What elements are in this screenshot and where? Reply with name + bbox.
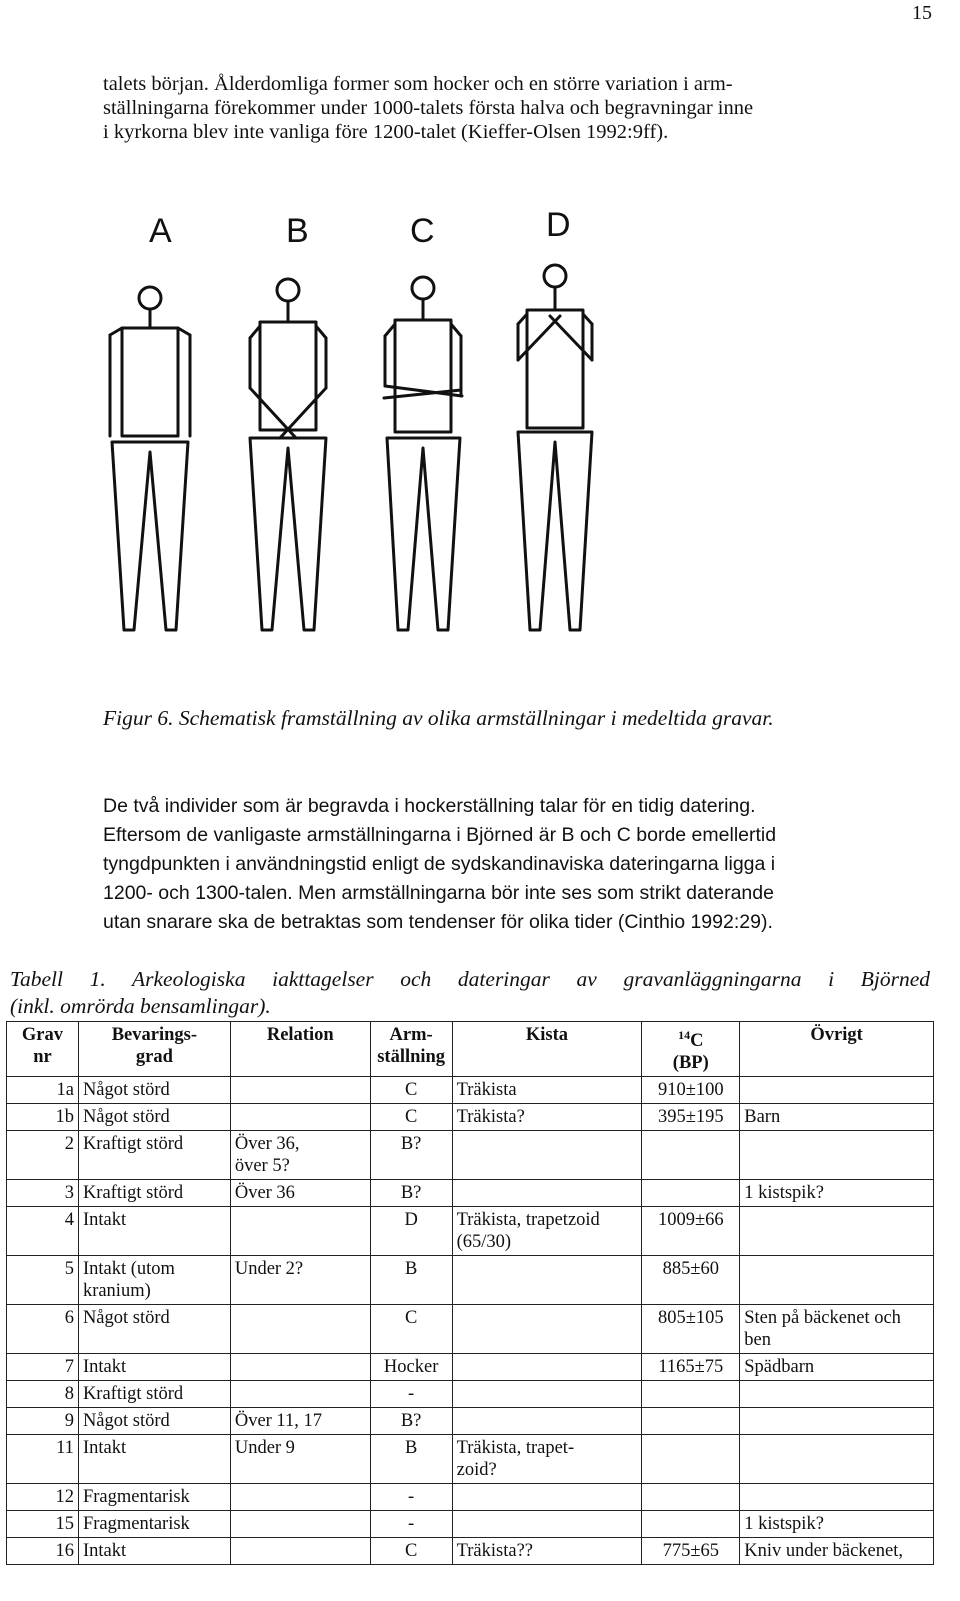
table-row: [7, 1484, 934, 1511]
cell-armstallning: D: [370, 1207, 452, 1256]
cell-relation: [230, 1484, 370, 1511]
cell-ovrigt: [740, 1484, 934, 1511]
cell-bevaringsgrad: Intakt: [78, 1435, 230, 1484]
cell-c14: [642, 1180, 740, 1207]
cell-bevaringsgrad: Något störd: [78, 1305, 230, 1354]
cell-c14: 805±105: [642, 1305, 740, 1354]
cell-relation: Över 36: [230, 1180, 370, 1207]
cell-c14: 775±65: [642, 1538, 740, 1565]
table-row: [7, 1538, 934, 1565]
cell-armstallning: C: [370, 1305, 452, 1354]
cell-c14: [642, 1381, 740, 1408]
page-number: 15: [912, 2, 932, 24]
table-row: [7, 1511, 934, 1538]
cell-ovrigt: Sten på bäckenet och ben: [740, 1305, 934, 1354]
cell-armstallning: B: [370, 1256, 452, 1305]
cell-grav-nr: 5: [7, 1256, 79, 1305]
cell-relation: Över 36, över 5?: [230, 1131, 370, 1180]
table-header-row: [7, 1022, 934, 1077]
cell-relation: Under 9: [230, 1435, 370, 1484]
text-line: De två individer som är begravda i hockerställning talar för en tidig datering.: [103, 795, 756, 817]
cell-kista: Träkista, trapetzoid (65/30): [452, 1207, 642, 1256]
cell-bevaringsgrad: Något störd: [78, 1408, 230, 1435]
table-row: [7, 1408, 934, 1435]
cell-ovrigt: 1 kistspik?: [740, 1511, 934, 1538]
cell-bevaringsgrad: Intakt (utom kranium): [78, 1256, 230, 1305]
cell-kista: [452, 1484, 642, 1511]
cell-ovrigt: [740, 1381, 934, 1408]
cell-bevaringsgrad: Kraftigt störd: [78, 1180, 230, 1207]
cell-relation: [230, 1381, 370, 1408]
cell-relation: [230, 1354, 370, 1381]
cell-c14: [642, 1131, 740, 1180]
cell-grav-nr: 1b: [7, 1104, 79, 1131]
cell-grav-nr: 11: [7, 1435, 79, 1484]
cell-relation: [230, 1538, 370, 1565]
cell-armstallning: B?: [370, 1408, 452, 1435]
skeleton-figure-b: [250, 212, 326, 630]
header-armstallning: Arm- ställning: [370, 1022, 452, 1077]
cell-c14: 1009±66: [642, 1207, 740, 1256]
cell-grav-nr: 1a: [7, 1077, 79, 1104]
cell-ovrigt: [740, 1256, 934, 1305]
skeleton-figure-c: [384, 212, 462, 630]
paragraph-discussion: [103, 792, 938, 937]
table-row: [7, 1354, 934, 1381]
cell-bevaringsgrad: Något störd: [78, 1104, 230, 1131]
cell-kista: [452, 1180, 642, 1207]
table-row: [7, 1180, 934, 1207]
cell-bevaringsgrad: Kraftigt störd: [78, 1131, 230, 1180]
cell-c14: 1165±75: [642, 1354, 740, 1381]
cell-armstallning: C: [370, 1538, 452, 1565]
cell-kista: [452, 1408, 642, 1435]
cell-armstallning: Hocker: [370, 1354, 452, 1381]
header-grav-nr: Grav nr: [7, 1022, 79, 1077]
text-line: ställningarna förekommer under 1000-talets första halva och begravningar inne: [103, 97, 754, 119]
cell-ovrigt: [740, 1131, 934, 1180]
cell-ovrigt: [740, 1207, 934, 1256]
text-line: i kyrkorna blev inte vanliga före 1200-talet (Kieffer-Olsen 1992:9ff).: [103, 121, 669, 143]
cell-bevaringsgrad: Fragmentarisk: [78, 1484, 230, 1511]
figure-caption: Figur 6. Schematisk framställning av olika armställningar i medeltida gravar.: [103, 706, 774, 730]
cell-kista: [452, 1381, 642, 1408]
cell-grav-nr: 15: [7, 1511, 79, 1538]
cell-relation: [230, 1305, 370, 1354]
header-bevaringsgrad: Bevarings- grad: [78, 1022, 230, 1077]
table-row: [7, 1256, 934, 1305]
figure-label-d: D: [546, 206, 571, 244]
table-caption: [10, 966, 930, 1020]
cell-kista: [452, 1354, 642, 1381]
skeleton-figure-a: [110, 212, 190, 630]
cell-armstallning: C: [370, 1104, 452, 1131]
cell-kista: [452, 1131, 642, 1180]
cell-relation: [230, 1104, 370, 1131]
figure-label-a: A: [149, 212, 172, 250]
cell-c14: 395±195: [642, 1104, 740, 1131]
cell-kista: [452, 1305, 642, 1354]
cell-c14: [642, 1435, 740, 1484]
cell-bevaringsgrad: Något störd: [78, 1077, 230, 1104]
cell-armstallning: B?: [370, 1131, 452, 1180]
cell-bevaringsgrad: Intakt: [78, 1207, 230, 1256]
header-kista: Kista: [452, 1022, 642, 1077]
cell-kista: Träkista??: [452, 1538, 642, 1565]
cell-armstallning: B?: [370, 1180, 452, 1207]
cell-bevaringsgrad: Kraftigt störd: [78, 1381, 230, 1408]
cell-relation: [230, 1511, 370, 1538]
cell-ovrigt: Spädbarn: [740, 1354, 934, 1381]
header-ovrigt: Övrigt: [740, 1022, 934, 1077]
cell-ovrigt: [740, 1435, 934, 1484]
text-line: 1200- och 1300-talen. Men armställningarna bör inte ses som strikt daterande: [103, 882, 774, 904]
cell-grav-nr: 12: [7, 1484, 79, 1511]
cell-bevaringsgrad: Fragmentarisk: [78, 1511, 230, 1538]
cell-ovrigt: Kniv under bäckenet,: [740, 1538, 934, 1565]
cell-ovrigt: Barn: [740, 1104, 934, 1131]
cell-kista: Träkista: [452, 1077, 642, 1104]
cell-ovrigt: [740, 1408, 934, 1435]
cell-armstallning: B: [370, 1435, 452, 1484]
header-c14: $^{14}$C (BP): [642, 1022, 740, 1077]
table-caption-line: (inkl. omrörda bensamlingar).: [10, 994, 271, 1018]
cell-c14: [642, 1511, 740, 1538]
cell-ovrigt: [740, 1077, 934, 1104]
cell-grav-nr: 8: [7, 1381, 79, 1408]
cell-grav-nr: 4: [7, 1207, 79, 1256]
cell-c14: [642, 1484, 740, 1511]
cell-armstallning: -: [370, 1511, 452, 1538]
cell-c14: 910±100: [642, 1077, 740, 1104]
cell-kista: [452, 1256, 642, 1305]
cell-relation: [230, 1207, 370, 1256]
cell-kista: [452, 1511, 642, 1538]
cell-relation: [230, 1077, 370, 1104]
cell-grav-nr: 16: [7, 1538, 79, 1565]
table-row: [7, 1077, 934, 1104]
cell-grav-nr: 3: [7, 1180, 79, 1207]
skeleton-figure-d: [518, 206, 592, 630]
cell-bevaringsgrad: Intakt: [78, 1354, 230, 1381]
cell-kista: Träkista?: [452, 1104, 642, 1131]
cell-relation: Under 2?: [230, 1256, 370, 1305]
table-row: [7, 1381, 934, 1408]
paragraph-intro: [103, 72, 938, 144]
arm-position-figure: [100, 190, 880, 640]
cell-grav-nr: 9: [7, 1408, 79, 1435]
table-caption-line: Tabell 1. Arkeologiska iakttagelser och dateringar av gravanläggningarna i Björned: [10, 967, 930, 991]
cell-grav-nr: 7: [7, 1354, 79, 1381]
table-row: [7, 1131, 934, 1180]
grave-table: [6, 1021, 934, 1565]
cell-armstallning: -: [370, 1484, 452, 1511]
cell-armstallning: C: [370, 1077, 452, 1104]
cell-relation: Över 11, 17: [230, 1408, 370, 1435]
table-row: [7, 1104, 934, 1131]
cell-armstallning: -: [370, 1381, 452, 1408]
text-line: talets början. Ålderdomliga former som hocker och en större variation i arm-: [103, 73, 733, 95]
text-line: Eftersom de vanligaste armställningarna i Björned är B och C borde emellertid: [103, 824, 777, 846]
cell-c14: 885±60: [642, 1256, 740, 1305]
cell-ovrigt: 1 kistspik?: [740, 1180, 934, 1207]
text-line: utan snarare ska de betraktas som tendenser för olika tider (Cinthio 1992:29).: [103, 911, 773, 933]
text-line: tyngdpunkten i användningstid enligt de sydskandinaviska dateringarna ligga i: [103, 853, 776, 875]
table-row: [7, 1435, 934, 1484]
figure-label-c: C: [410, 212, 435, 250]
table-row: [7, 1305, 934, 1354]
table-row: [7, 1207, 934, 1256]
header-relation: Relation: [230, 1022, 370, 1077]
cell-c14: [642, 1408, 740, 1435]
cell-kista: Träkista, trapet- zoid?: [452, 1435, 642, 1484]
figure-label-b: B: [286, 212, 309, 250]
cell-grav-nr: 2: [7, 1131, 79, 1180]
cell-bevaringsgrad: Intakt: [78, 1538, 230, 1565]
cell-grav-nr: 6: [7, 1305, 79, 1354]
